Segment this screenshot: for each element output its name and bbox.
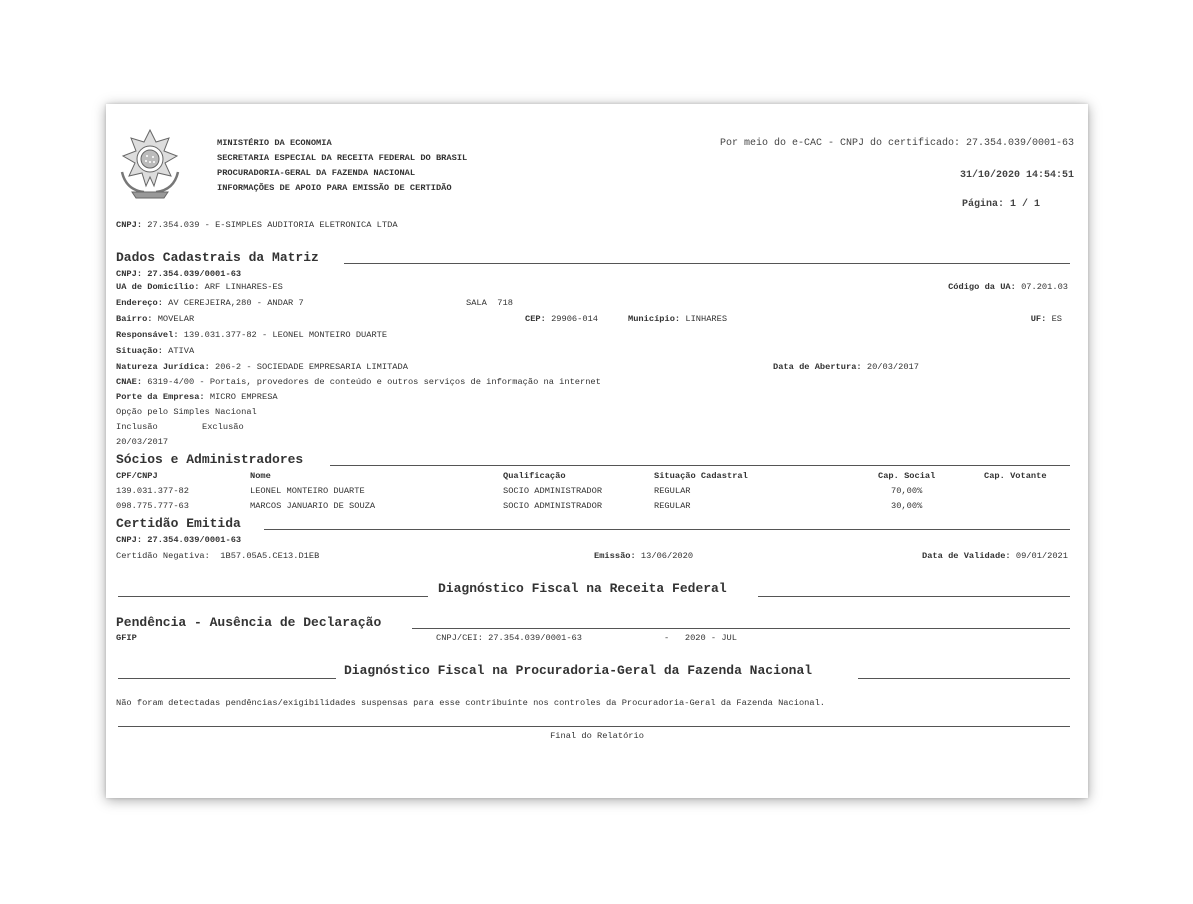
dados-exclusao-label: Exclusão xyxy=(202,422,244,432)
header-line-3: PROCURADORIA-GERAL DA FAZENDA NACIONAL xyxy=(217,168,416,178)
dados-ua: UA de Domicílio: ARF LINHARES-ES xyxy=(116,282,283,292)
divider xyxy=(858,678,1070,679)
dados-cnae: CNAE: 6319-4/00 - Portais, provedores de conteúdo e outros serviços de informação na internet xyxy=(116,377,601,387)
dados-municipio: Município: LINHARES xyxy=(628,314,728,324)
divider xyxy=(330,465,1070,466)
pendencia-cnpj: CNPJ/CEI: 27.354.039/0001-63 xyxy=(436,633,582,643)
col-nome: Nome xyxy=(250,471,271,481)
pendencia-periodo: - 2020 - JUL xyxy=(664,633,737,643)
dados-sala: SALA 718 xyxy=(466,298,513,308)
certidao-emissao: Emissão: 13/06/2020 xyxy=(594,551,694,561)
divider xyxy=(118,678,336,679)
header-line-4: INFORMAÇÕES DE APOIO PARA EMISSÃO DE CERTIDÃO xyxy=(217,183,452,193)
divider xyxy=(412,628,1070,629)
dados-situacao: Situação: ATIVA xyxy=(116,346,195,356)
section-socios-title: Sócios e Administradores xyxy=(116,452,304,467)
section-diag-rf-title: Diagnóstico Fiscal na Receita Federal xyxy=(438,581,727,596)
brasao-republica-icon xyxy=(114,126,186,200)
header-line-1: MINISTÉRIO DA ECONOMIA xyxy=(217,138,332,148)
section-pendencia-title: Pendência - Ausência de Declaração xyxy=(116,615,382,630)
pgfn-text: Não foram detectadas pendências/exigibilidades suspensas para esse contribuinte nos controles da Procuradoria-Geral da Fazenda Nacional. xyxy=(116,698,826,708)
col-situacao: Situação Cadastral xyxy=(654,471,748,481)
section-dados-title: Dados Cadastrais da Matriz xyxy=(116,250,319,265)
dados-cnpj: CNPJ: 27.354.039/0001-63 xyxy=(116,269,242,279)
table-row-nome: LEONEL MONTEIRO DUARTE xyxy=(250,486,365,496)
table-row-cap-social: 70,00% xyxy=(891,486,923,496)
table-row-situacao: REGULAR xyxy=(654,486,691,496)
table-row-nome: MARCOS JANUARIO DE SOUZA xyxy=(250,501,376,511)
table-row-situacao: REGULAR xyxy=(654,501,691,511)
table-row-qualificacao: SOCIO ADMINISTRADOR xyxy=(503,501,603,511)
table-row-cpf: 139.031.377-82 xyxy=(116,486,189,496)
pendencia-item: GFIP xyxy=(116,633,137,643)
report-datetime: 31/10/2020 14:54:51 xyxy=(959,170,1074,181)
table-row-qualificacao: SOCIO ADMINISTRADOR xyxy=(503,486,603,496)
col-cap-social: Cap. Social xyxy=(878,471,936,481)
dados-responsavel: Responsável: 139.031.377-82 - LEONEL MONTEIRO DUARTE xyxy=(116,330,388,340)
divider xyxy=(118,596,428,597)
certidao-tipo: Certidão Negativa: 1B57.05A5.CE13.D1EB xyxy=(116,551,320,561)
dados-bairro: Bairro: MOVELAR xyxy=(116,314,195,324)
divider xyxy=(264,529,1070,530)
dados-abertura: Data de Abertura: 20/03/2017 xyxy=(773,362,919,372)
dados-inclusao-label: Inclusão xyxy=(116,422,158,432)
section-diag-pgfn-title: Diagnóstico Fiscal na Procuradoria-Geral da Fazenda Nacional xyxy=(344,663,813,678)
dados-natureza: Natureza Jurídica: 206-2 - SOCIEDADE EMPRESARIA LIMITADA xyxy=(116,362,408,372)
certidao-validade: Data de Validade: 09/01/2021 xyxy=(922,551,1068,561)
col-qualificacao: Qualificação xyxy=(503,471,566,481)
dados-porte: Porte da Empresa: MICRO EMPRESA xyxy=(116,392,278,402)
divider xyxy=(344,263,1070,264)
col-cap-votante: Cap. Votante xyxy=(984,471,1047,481)
dados-inclusao-value: 20/03/2017 xyxy=(116,437,169,447)
report-page xyxy=(106,104,1088,798)
table-row-cpf: 098.775.777-63 xyxy=(116,501,189,511)
section-certidao-title: Certidão Emitida xyxy=(116,516,241,531)
dados-endereco: Endereço: AV CEREJEIRA,280 - ANDAR 7 xyxy=(116,298,304,308)
header-cnpj: CNPJ: 27.354.039 - E-SIMPLES AUDITORIA ELETRONICA LTDA xyxy=(116,220,398,230)
col-cpf: CPF/CNPJ xyxy=(116,471,158,481)
page-number: Página: 1 / 1 xyxy=(961,199,1040,210)
dados-simples: Opção pelo Simples Nacional xyxy=(116,407,257,417)
table-row-cap-social: 30,00% xyxy=(891,501,923,511)
report-footer: Final do Relatório xyxy=(550,731,644,741)
dados-codigo-ua: Código da UA: 07.201.03 xyxy=(948,282,1068,292)
dados-uf: UF: ES xyxy=(1030,314,1062,324)
divider xyxy=(118,726,1070,727)
divider xyxy=(758,596,1070,597)
ecac-certificate: Por meio do e-CAC - CNPJ do certificado: 27.354.039/0001-63 xyxy=(719,138,1074,149)
header-line-2: SECRETARIA ESPECIAL DA RECEITA FEDERAL DO BRASIL xyxy=(217,153,468,163)
certidao-cnpj: CNPJ: 27.354.039/0001-63 xyxy=(116,535,242,545)
dados-cep: CEP: 29906-014 xyxy=(525,314,598,324)
